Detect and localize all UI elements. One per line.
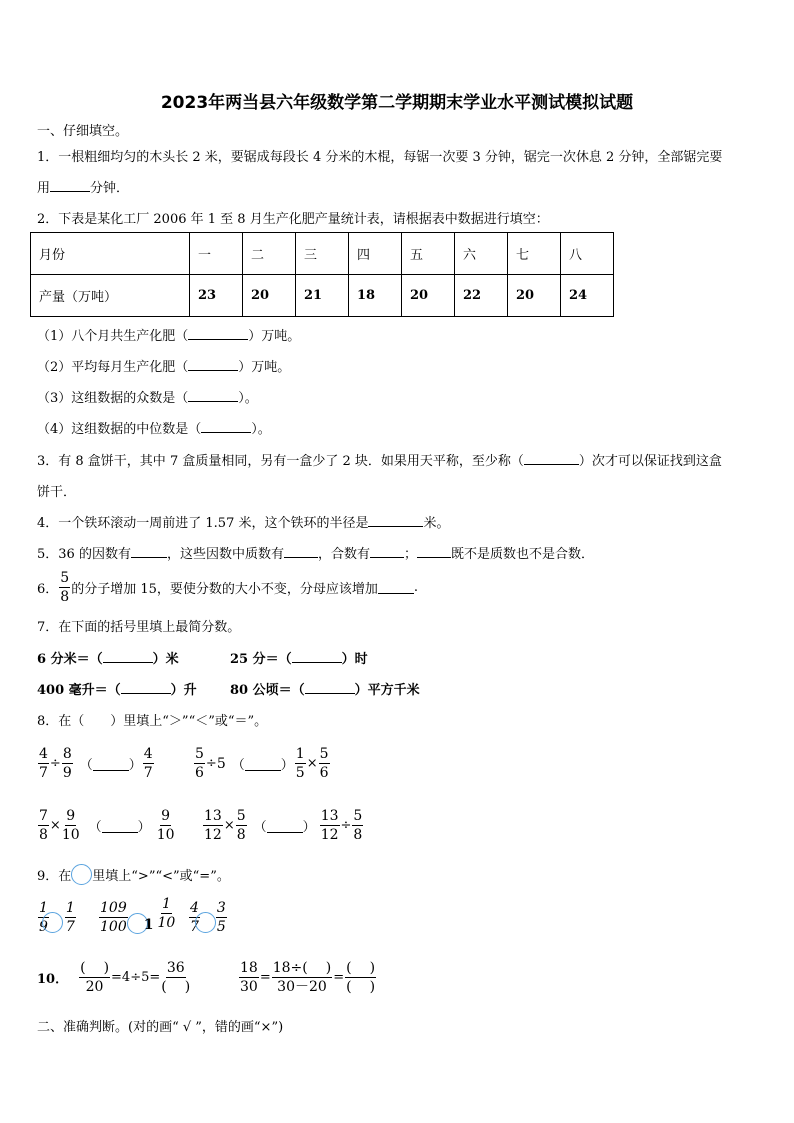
sub-prefix: （1）八个月共生产化肥（ [37,329,189,344]
numerator [79,960,110,978]
item-suffix: ）平方千米 [354,683,420,698]
equals-sign: = [259,970,271,985]
numerator: 18 [240,960,258,976]
numerator [272,960,332,978]
fraction [320,808,340,843]
q3-suffix: ）次才可以保证找到这盒 [578,454,722,469]
question-2-sub-2 [37,356,290,375]
q9-prefix: 9．在 [37,869,72,884]
denominator: 6 [195,765,204,781]
numerator: 3 [216,900,226,916]
q6-prefix: 6． [37,582,59,597]
table-header-label: 月份 [31,233,190,275]
numerator-text: 18÷ [272,960,303,976]
paren-right: ） [280,758,294,773]
denominator: 7 [143,765,153,781]
times-sign: × [223,818,235,833]
paren-left: （ [88,820,102,835]
table-row [31,275,614,317]
value-cell: 23 [190,275,243,317]
item-prefix: 25 分＝（ [230,652,292,667]
numerator: 13 [320,808,339,824]
paren-left: ( [161,979,167,995]
divide-sign: ÷ [340,818,352,833]
fraction [62,808,80,843]
fraction [239,960,259,995]
denominator: 8 [236,827,246,843]
divide-sign: ÷ [205,756,217,771]
production-table [30,232,614,317]
fraction [65,900,76,935]
numerator: 4 [190,900,199,916]
answer-blank[interactable] [201,420,251,433]
denominator: 9 [62,765,72,781]
numerator: 1 [65,900,75,916]
numerator: 109 [100,900,127,916]
fraction [272,960,332,995]
item-prefix: 400 毫升＝（ [37,683,121,698]
q4-suffix: 米。 [423,516,450,531]
paren-right: ) [369,960,376,976]
integer: 5 [216,755,226,772]
q4-prefix: 4．一个铁环滚动一周前进了 1.57 米，这个铁环的半径是 [37,516,369,531]
fraction [59,570,70,605]
q5-text-c: ，合数有 [317,547,370,562]
question-2-sub-4 [37,418,271,437]
paren-right: ) [325,960,332,976]
denominator [346,978,375,995]
compare-blank[interactable] [93,757,129,771]
question-7-item-1 [37,648,179,667]
denominator: 10 [157,915,176,931]
divide-sign: ÷ [49,756,61,771]
denominator: 8 [39,827,48,843]
denominator: 7 [65,919,75,935]
question-8-intro: 8．在（ ）里填上“＞”“＜”或“＝”。 [37,714,268,729]
q10-label: 10． [37,972,69,987]
circle-icon [71,864,92,885]
denominator: 8 [353,827,363,843]
section-1-heading: 一、仔细填空。 [37,124,129,139]
fraction [216,900,227,935]
numerator: 4 [39,746,48,762]
question-1-line1: 1．一根粗细均匀的木头长 2 米，要锯成每段长 4 分米的木棍，每锯一次要 3 分钟，锯完一次休息 2 分钟，全部锯完要 [37,150,723,165]
question-2-sub-1 [37,325,300,344]
numerator: 5 [60,570,70,586]
compare-circle[interactable] [42,912,63,933]
q3-prefix: 3．有 8 盒饼干，其中 7 盒质量相同，另有一盒少了 2 块．如果用天平称，至少称（ [37,454,524,469]
fraction [157,808,175,843]
denominator [161,978,190,995]
answer-blank[interactable] [131,545,167,558]
answer-blank[interactable] [188,389,238,402]
answer-blank[interactable] [370,545,404,558]
denominator: 7 [39,765,48,781]
denominator: 8 [60,589,70,605]
numerator: 5 [195,746,204,762]
question-7-intro: 7．在下面的括号里填上最简分数。 [37,620,241,635]
month-cell: 二 [243,233,296,275]
paren-left: ( [80,960,86,976]
sub-prefix: （2）平均每月生产化肥（ [37,360,189,375]
paren-left: ( [346,960,352,976]
answer-blank[interactable] [121,681,171,694]
value-cell: 20 [243,275,296,317]
fraction [295,746,306,781]
answer-blank[interactable] [305,681,355,694]
question-1-line2 [37,177,129,196]
numerator: 4 [143,746,153,762]
answer-blank[interactable] [417,545,451,558]
sub-suffix: ）。 [238,391,258,406]
fraction [345,960,376,995]
page-title: 2023年两当县六年级数学第二学期期末学业水平测试模拟试题 [160,93,634,113]
equation-text: =4÷5= [111,970,161,985]
question-10-part-2 [238,960,377,995]
q3-answer-blank[interactable] [524,452,579,465]
q8-expression-3 [37,808,176,843]
q8-expression-1 [37,746,155,781]
compare-blank[interactable] [267,819,303,833]
compare-circle[interactable] [195,912,216,933]
month-cell: 五 [402,233,455,275]
denominator: 10 [61,827,80,843]
denominator: 12 [204,827,222,843]
sub-suffix: ）万吨。 [238,360,291,375]
fraction [99,900,128,935]
denominator: 5 [295,765,305,781]
month-cell: 六 [455,233,508,275]
denominator: 7 [190,919,199,935]
fraction [38,808,49,843]
question-7-item-3 [37,679,197,698]
paren-left: ( [302,960,308,976]
q6-answer-blank[interactable] [378,581,414,594]
q5-text-b: ，这些因数中质数有 [166,547,284,562]
numerator: 13 [204,808,222,824]
numerator [345,960,376,978]
denominator: 100 [100,919,127,935]
numerator: 7 [39,808,48,824]
answer-blank[interactable] [103,650,153,663]
value-cell: 20 [402,275,455,317]
q1-suffix: 分钟． [90,181,130,196]
q8-expression-2 [193,746,331,781]
denominator: 6 [319,765,329,781]
times-sign: × [49,818,61,833]
paren-left: （ [231,758,245,773]
compare-blank[interactable] [245,757,281,771]
denominator: 10 [156,827,175,843]
question-4 [37,512,450,531]
numerator: 5 [319,746,329,762]
answer-blank[interactable] [292,650,342,663]
fraction [143,746,154,781]
month-cell: 四 [349,233,402,275]
fraction [194,746,205,781]
fraction [319,746,330,781]
question-3-line1 [37,450,722,469]
fraction [203,808,223,843]
fraction [161,960,190,995]
denominator: 12 [320,827,339,843]
compare-blank[interactable] [102,819,138,833]
q5-text-e: 既不是质数也不是合数． [451,547,595,562]
integer: 1 [143,916,154,933]
numerator: 1 [39,900,48,916]
sub-suffix: ）。 [251,422,271,437]
question-9-intro [37,864,230,885]
numerator: 1 [161,896,171,912]
denominator: 30 [240,979,258,995]
paren-right: ） [128,758,142,773]
q5-text-d: ； [403,547,417,562]
answer-blank[interactable] [188,327,248,340]
numerator: 9 [66,808,76,824]
table-row-label: 产量（万吨） [31,275,190,317]
table-row [31,233,614,275]
numerator: 36 [166,960,185,976]
q6-suffix: . [413,580,419,595]
item-prefix: 80 公顷＝（ [230,683,305,698]
q9-suffix: 里填上“>”“<”或“=”。 [92,869,230,884]
fraction [236,808,247,843]
answer-blank[interactable] [188,358,238,371]
denominator: 5 [216,919,226,935]
value-cell: 20 [508,275,561,317]
item-suffix: ）时 [341,652,368,667]
month-cell: 八 [561,233,614,275]
item-prefix: 6 分米＝（ [37,652,103,667]
paren-right: ） [302,820,316,835]
q4-answer-blank[interactable] [368,514,423,527]
question-2-intro: 2．下表是某化工厂 2006 年 1 至 8 月生产化肥产量统计表，请根据表中数据进行填空： [37,212,549,227]
paren-left: （ [79,758,93,773]
month-cell: 七 [508,233,561,275]
section-2-heading: 二、准确判断。(对的画“ √ ”，错的画“×”) [37,1020,284,1035]
month-cell: 三 [296,233,349,275]
question-10-part-1 [37,960,191,995]
denominator: 9 [39,919,48,935]
q6-text: 的分子增加 15，要使分数的大小不变，分母应该增加 [71,582,378,597]
question-5 [37,543,594,562]
sub-suffix: ）万吨。 [248,329,301,344]
paren-right: ） [137,820,151,835]
item-suffix: ）升 [170,683,197,698]
item-suffix: ）米 [152,652,179,667]
question-7-item-4 [230,679,420,698]
month-cell: 一 [190,233,243,275]
q1-prefix: 用 [37,181,51,196]
fraction [352,808,363,843]
question-3-line2: 饼干． [37,485,77,500]
times-sign: × [306,756,318,771]
value-cell: 18 [349,275,402,317]
paren-right: ) [103,960,110,976]
numerator: 8 [62,746,72,762]
numerator: 5 [353,808,363,824]
numerator: 1 [295,746,305,762]
q9-comparison-2 [98,896,176,935]
q5-text-a: 5．36 的因数有 [37,547,131,562]
answer-blank[interactable] [284,545,318,558]
value-cell: 21 [296,275,349,317]
question-7-item-2 [230,648,368,667]
equals-sign: = [333,970,345,985]
paren-right: ) [369,979,376,995]
paren-left: （ [253,820,267,835]
q1-answer-blank[interactable] [50,179,90,192]
fraction [62,746,73,781]
question-6 [37,570,418,605]
numerator: 9 [161,808,171,824]
fraction [79,960,110,995]
sub-prefix: （3）这组数据的众数是（ [37,391,189,406]
q9-comparison-1 [37,900,77,935]
value-cell: 24 [561,275,614,317]
fraction [38,746,49,781]
numerator: 5 [236,808,246,824]
paren-left: ( [346,979,352,995]
q9-comparison-3 [188,900,228,935]
q8-expression-4 [202,808,364,843]
value-cell: 22 [455,275,508,317]
paren-right: ) [184,979,191,995]
sub-prefix: （4）这组数据的中位数是（ [37,422,202,437]
denominator: 30－20 [277,979,327,995]
denominator: 20 [85,979,104,995]
fraction [157,896,175,931]
question-2-sub-3 [37,387,258,406]
